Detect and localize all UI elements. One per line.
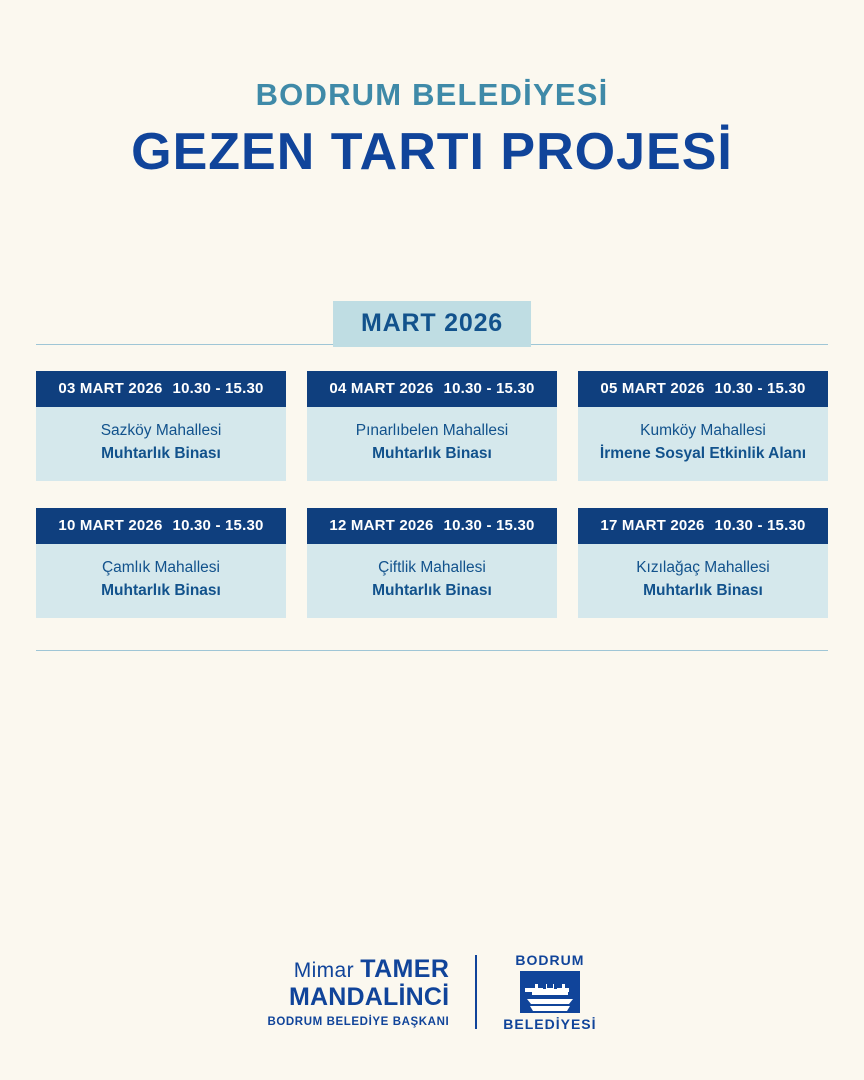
mayor-last-name: MANDALİNCİ <box>288 983 450 1012</box>
municipality-logo <box>477 952 596 1032</box>
card-body <box>578 544 828 618</box>
card-location-line-1: Çiftlik Mahallesi <box>378 559 486 577</box>
card-header <box>307 508 557 544</box>
card-date: 10 MART 2026 <box>58 517 163 535</box>
card-body <box>307 407 557 481</box>
card-location-line-2: İrmene Sosyal Etkinlik Alanı <box>599 444 807 462</box>
card-header <box>578 508 828 544</box>
card-body <box>36 544 286 618</box>
card-date: 03 MART 2026 <box>58 380 163 398</box>
card-location-line-1: Kızılağaç Mahallesi <box>636 559 770 577</box>
card-time: 10.30 - 15.30 <box>172 380 264 398</box>
header-subtitle: BODRUM BELEDİYESİ <box>255 77 609 112</box>
card-date: 17 MART 2026 <box>600 517 705 535</box>
mayor-first-name: TAMER <box>360 955 450 984</box>
schedule-card <box>36 371 286 481</box>
card-time: 10.30 - 15.30 <box>172 517 264 535</box>
card-header <box>307 371 557 407</box>
schedule-grid <box>0 371 864 618</box>
card-location-line-2: Muhtarlık Binası <box>101 444 221 462</box>
poster-header <box>0 0 864 181</box>
card-date: 05 MART 2026 <box>600 380 705 398</box>
schedule-card <box>578 371 828 481</box>
card-time: 10.30 - 15.30 <box>443 380 535 398</box>
card-location-line-1: Çamlık Mahallesi <box>101 559 220 577</box>
mayor-line-1 <box>267 956 449 982</box>
logo-bottom-label: BELEDİYESİ <box>503 1016 597 1032</box>
schedule-card <box>578 508 828 618</box>
card-time: 10.30 - 15.30 <box>714 380 806 398</box>
poster-footer <box>0 952 864 1032</box>
logo-top-label: BODRUM <box>515 952 585 968</box>
card-header <box>36 371 286 407</box>
schedule-divider-bottom <box>36 650 828 651</box>
mayor-role: BODRUM BELEDİYE BAŞKANI <box>267 1015 450 1028</box>
schedule-card <box>307 508 557 618</box>
card-location-line-2: Muhtarlık Binası <box>643 581 763 599</box>
page-title: GEZEN TARTI PROJESİ <box>131 123 733 182</box>
card-header <box>578 371 828 407</box>
card-time: 10.30 - 15.30 <box>714 517 806 535</box>
card-time: 10.30 - 15.30 <box>443 517 535 535</box>
month-banner <box>0 301 864 345</box>
month-label: MART 2026 <box>333 301 531 347</box>
card-location-line-1: Pınarlıbelen Mahallesi <box>355 422 509 440</box>
card-location-line-2: Muhtarlık Binası <box>372 581 492 599</box>
card-date: 12 MART 2026 <box>329 517 434 535</box>
card-date: 04 MART 2026 <box>329 380 434 398</box>
castle-icon <box>519 970 581 1014</box>
card-location-line-1: Sazköy Mahallesi <box>100 422 222 440</box>
card-location-line-2: Muhtarlık Binası <box>372 444 492 462</box>
card-body <box>307 544 557 618</box>
card-body <box>578 407 828 481</box>
mayor-block <box>267 956 475 1028</box>
card-body <box>36 407 286 481</box>
mayor-prefix: Mimar <box>293 959 355 983</box>
card-header <box>36 508 286 544</box>
schedule-card <box>36 508 286 618</box>
card-location-line-1: Kumköy Mahallesi <box>640 422 766 440</box>
card-location-line-2: Muhtarlık Binası <box>101 581 221 599</box>
schedule-card <box>307 371 557 481</box>
